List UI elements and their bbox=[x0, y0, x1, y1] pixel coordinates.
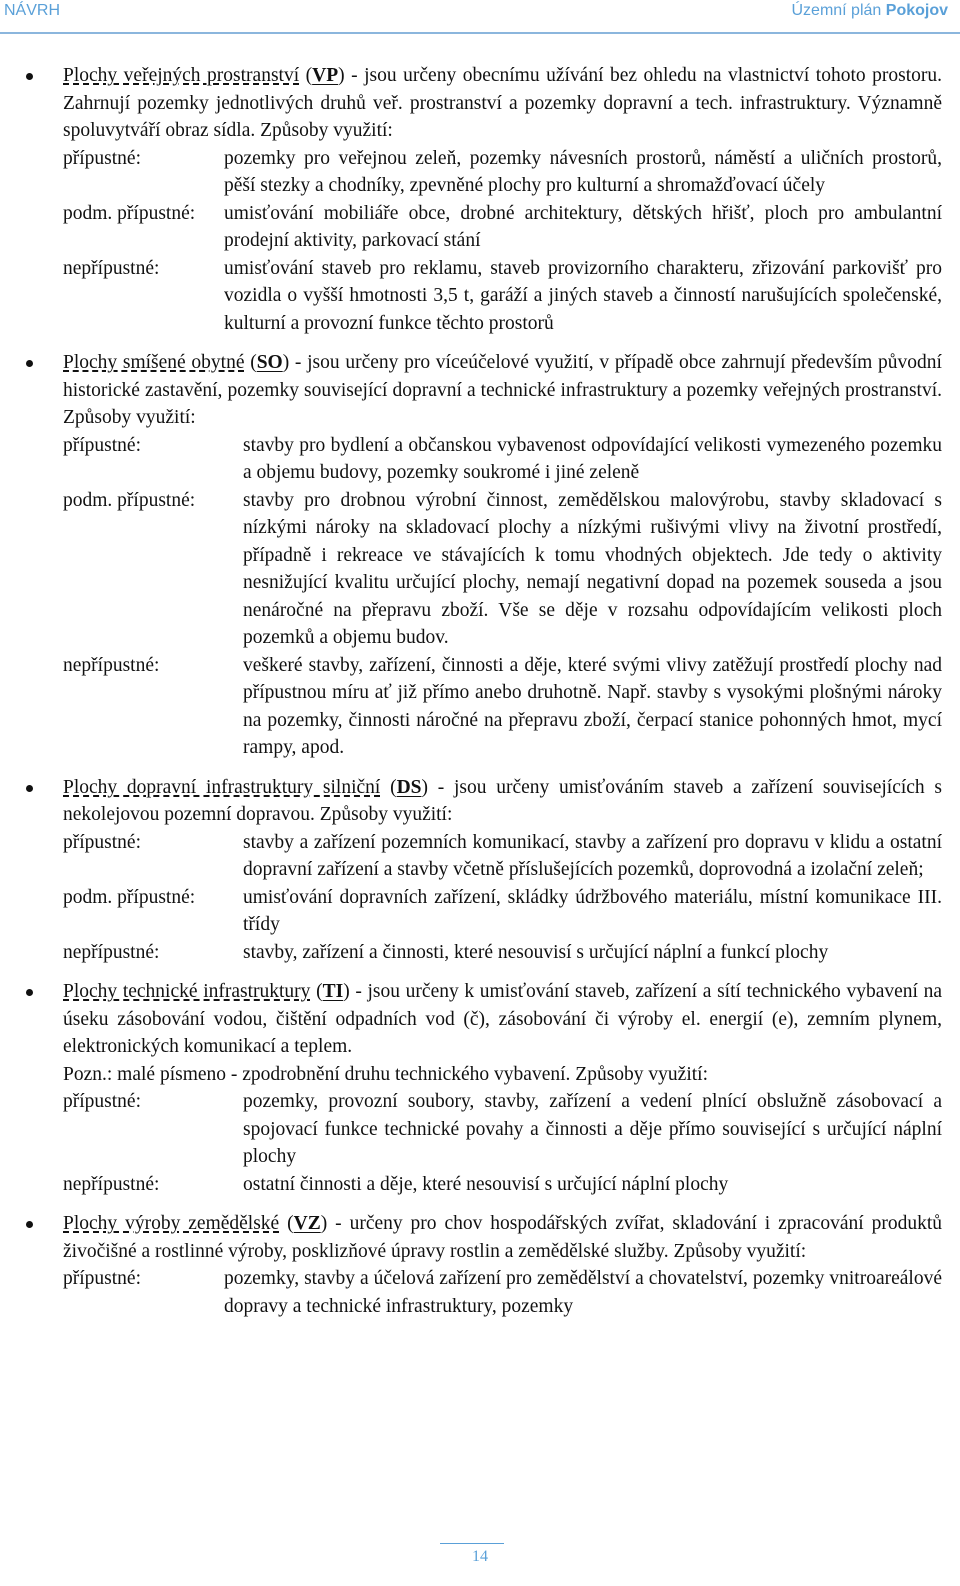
usage-row: nepřípustné: ostatní činnosti a děje, které nesouvisí s určující náplní plochy bbox=[63, 1173, 729, 1195]
usage-row: přípustné: pozemky, provozní soubory, stavby, zařízení a vedení plnící obslužně zásobovací a spojovací funkce technické povahy a činnosti a děje přímo související s určující náplní plochy bbox=[63, 1091, 942, 1167]
section-ds bbox=[0, 774, 960, 967]
usage-row: nepřípustné: veškeré stavby, zařízení, činnosti a děje, které svými vlivy zatěžují prostředí plochy nad přípustnou míru ať již přímo anebo druhotně. Např. stavby s vysokými plošnými nároky na pozemky, činnosti náročné na přepravu zboží, čerpací stanice pohonných hmot, mycí rampy, apod. bbox=[63, 654, 942, 758]
usage-row: nepřípustné: stavby, zařízení a činnosti, které nesouvisí s určující náplní a funkcí plochy bbox=[63, 941, 829, 963]
bullet-icon bbox=[26, 1221, 33, 1228]
section-code: DS bbox=[396, 776, 422, 798]
section-vz bbox=[0, 1210, 960, 1320]
section-code: VZ bbox=[293, 1213, 321, 1234]
bullet-icon bbox=[26, 989, 33, 996]
usage-row: přípustné: pozemky pro veřejnou zeleň, pozemky návesních prostorů, náměstí a uličních prostorů, pěší stezky a chodníky, zpevněné plochy pro kulturní a shromažďovací účely bbox=[63, 147, 942, 196]
usage-row: podm. přípustné: umisťování dopravních zařízení, skládky údržbového materiálu, místní komunikace III. třídy bbox=[63, 886, 942, 935]
section-intro: Plochy smíšené obytné (SO) - jsou určeny pro víceúčelové využití, v případě obce zahrnují především původní historické zastavění, pozemky související dopravní a technické infrastruktury a pozemky veřejných prostranství. Způsoby využití: bbox=[63, 352, 942, 428]
usage-row: přípustné: stavby pro bydlení a občanskou vybavenost odpovídající velikosti vymezeného pozemku a objemu budovy, pozemky soukromé i jiné zeleně bbox=[63, 434, 942, 483]
section-intro: Plochy technické infrastruktury (TI) - jsou určeny k umisťování staveb, zařízení a sítí technického vybavení na úseku zásobování vodou, čištění odpadních vod (č), zásobování či výroby el. energií (e), zemním plynem, elektronických komunikací a teplem. bbox=[63, 981, 942, 1057]
section-intro: Plochy dopravní infrastruktury silniční (DS) - jsou určeny umisťováním staveb a zařízení souvisejících s nekolejovou pozemní dopravou. Způsoby využití: bbox=[63, 776, 942, 825]
section-title: Plochy smíšené obytné bbox=[63, 352, 245, 373]
section-title: Plochy veřejných prostranství bbox=[63, 65, 300, 86]
section-title: Plochy technické infrastruktury bbox=[63, 981, 311, 1002]
section-code: VP bbox=[312, 65, 339, 86]
section-title: Plochy výroby zemědělské bbox=[63, 1213, 280, 1234]
section-intro: Plochy výroby zemědělské (VZ) - určeny pro chov hospodářských zvířat, skladování i zpracování produktů živočišné a rostlinné výroby, posklizňové úpravy rostlin a zemědělské služby. Způsoby využití: bbox=[63, 1213, 942, 1262]
section-code: SO bbox=[256, 352, 283, 373]
section-code: TI bbox=[322, 981, 344, 1002]
usage-row: nepřípustné: umisťování staveb pro reklamu, staveb provizorního charakteru, zřizování parkovišť pro vozidla o vyšší hmotnosti 3,5 t, garáží a jiných staveb a činností narušujících společenské, kulturní a provozní funkce těchto prostorů bbox=[63, 257, 942, 334]
section-so bbox=[0, 349, 960, 762]
bullet-icon bbox=[26, 360, 33, 367]
page-number-rule bbox=[440, 1543, 504, 1544]
header-divider bbox=[0, 32, 960, 34]
bullet-icon bbox=[26, 785, 33, 792]
section-ti bbox=[0, 978, 960, 1198]
section-vp bbox=[0, 62, 960, 337]
usage-row: přípustné: stavby a zařízení pozemních komunikací, stavby a zařízení pro dopravu v klidu a ostatní dopravní zařízení a stavby včetně příslušejících pozemků, doprovodná a izolační zeleň; bbox=[63, 831, 942, 880]
bullet-icon bbox=[26, 73, 33, 80]
section-note: Pozn.: malé písmeno - zpodrobnění druhu technického vybavení. Způsoby využití: bbox=[63, 1063, 708, 1085]
document-body bbox=[0, 62, 960, 1332]
section-title: Plochy dopravní infrastruktury silniční bbox=[63, 776, 381, 798]
usage-row: podm. přípustné: stavby pro drobnou výrobní činnost, zemědělskou malovýrobu, stavby skladovací s nízkými nároky na skladovací plochy a nízkými rušivými vlivy na životní prostředí, případně i rekreace ve stávajících k tomu vhodných objektech. Jde tedy o aktivity nesnižující kvalitu určující plochy, nemají negativní dopad na pozemek souseda a jsou nenáročné na přepravu zboží. Vše se děje v rozsahu odpovídajícím velikosti ploch pozemků a objemu budov. bbox=[63, 489, 942, 648]
header-document-title: Územní plán Pokojov bbox=[791, 2, 948, 19]
page-number: 14 bbox=[472, 1548, 488, 1565]
usage-row: podm. přípustné: umisťování mobiliáře obce, drobné architektury, dětských hřišť, ploch pro ambulantní prodejní aktivity, parkovací stání bbox=[63, 202, 942, 251]
header-status: NÁVRH bbox=[4, 2, 61, 19]
usage-row: přípustné: pozemky, stavby a účelová zařízení pro zemědělství a chovatelství, pozemky vnitroareálové dopravy a technické infrastruktury, pozemky bbox=[63, 1268, 942, 1317]
page-header bbox=[0, 0, 960, 30]
section-intro: Plochy veřejných prostranství (VP) - jsou určeny obecnímu užívání bez ohledu na vlastnictví tohoto prostoru. Zahrnují pozemky jednotlivých druhů veř. prostranství a pozemky dopravní a tech. infrastruktury. Významně spoluvytváří obraz sídla. Způsoby využití: bbox=[63, 65, 942, 141]
